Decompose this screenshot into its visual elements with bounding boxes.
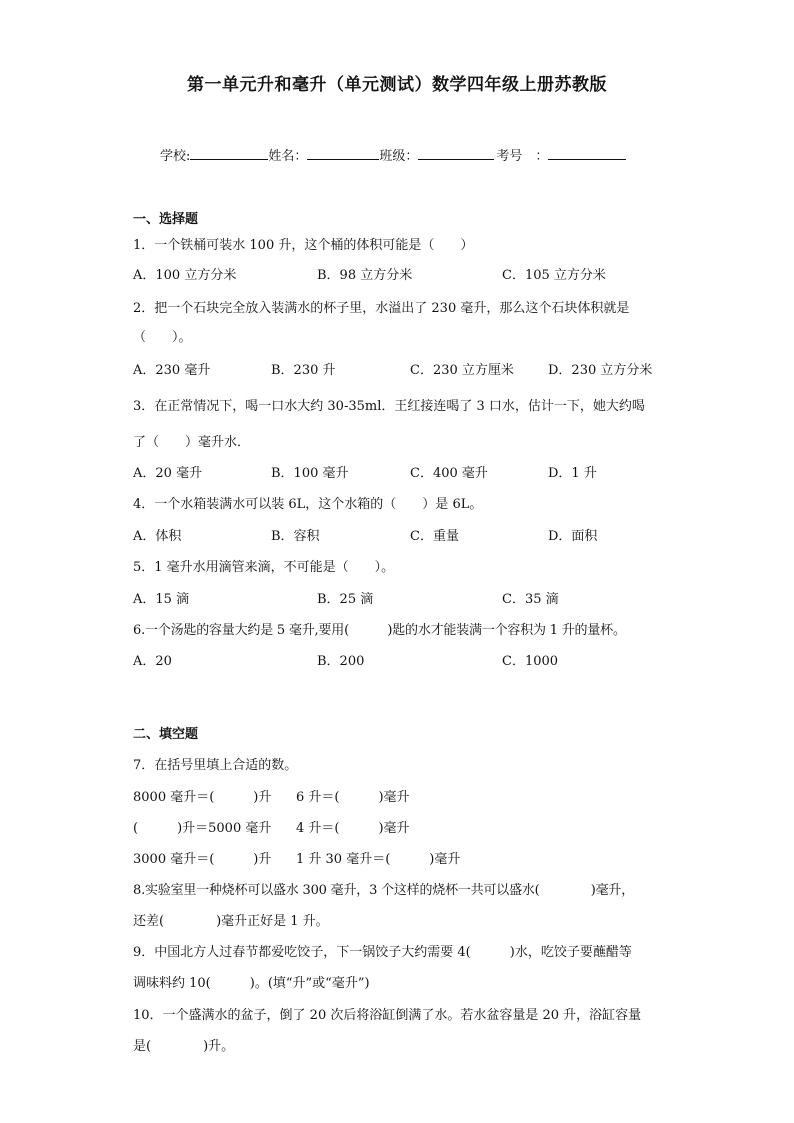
q1-option-b[interactable]: B．98 立方分米 xyxy=(317,268,413,283)
q2-option-d[interactable]: D．230 立方分米 xyxy=(548,363,653,378)
question-9-line2: 调味料约 10( )。(填“升”或“毫升”) xyxy=(133,976,370,991)
q2-option-c[interactable]: C．230 立方厘米 xyxy=(410,363,514,378)
student-info-line xyxy=(160,145,626,164)
q3-option-c[interactable]: C．400 毫升 xyxy=(410,466,488,481)
question-4: 4．一个水箱装满水可以装 6L，这个水箱的（ ）是 6L。 xyxy=(133,497,483,512)
q3-option-b[interactable]: B．100 毫升 xyxy=(271,466,349,481)
question-6: 6.一个汤匙的容量大约是 5 毫升,要用( )匙的水才能装满一个容积为 1 升的量杯。 xyxy=(133,623,626,638)
question-2-line1: 2．把一个石块完全放入装满水的杯子里，水溢出了 230 毫升，那么这个石块体积就是 xyxy=(133,301,630,316)
q2-option-b[interactable]: B．230 升 xyxy=(271,363,336,378)
q6-option-a[interactable]: A．20 xyxy=(133,654,172,669)
section-heading-fill: 二、填空题 xyxy=(133,727,199,742)
question-3-line2: 了（ ）毫升水． xyxy=(133,435,251,450)
q5-option-b[interactable]: B．25 滴 xyxy=(317,592,374,607)
exam-number-blank[interactable] xyxy=(548,146,626,160)
q4-option-a[interactable]: A．体积 xyxy=(133,529,182,544)
q7-row1-right: 6 升＝( )毫升 xyxy=(296,790,410,805)
school-label: 学校: xyxy=(160,149,191,164)
question-7: 7．在括号里填上合适的数。 xyxy=(133,758,298,773)
question-3-line1: 3．在正常情况下，喝一口水大约 30-35ml．王红接连喝了 3 口水，估计一下，她大约喝 xyxy=(133,399,645,414)
q7-row2-right: 4 升＝( )毫升 xyxy=(296,821,410,836)
question-10-line1: 10．一个盛满水的盆子，倒了 20 次后将浴缸倒满了水。若水盆容量是 20 升，浴缸容量 xyxy=(133,1008,642,1023)
question-8-line1: 8.实验室里一种烧杯可以盛水 300 毫升，3 个这样的烧杯一共可以盛水( )毫升， xyxy=(133,883,635,898)
q6-option-c[interactable]: C．1000 xyxy=(502,654,559,669)
q3-option-d[interactable]: D．1 升 xyxy=(548,466,597,481)
q6-option-b[interactable]: B．200 xyxy=(317,654,365,669)
class-label: 班级： xyxy=(379,149,419,164)
q7-row3-right: 1 升 30 毫升＝( )毫升 xyxy=(296,852,461,867)
section-heading-choice: 一、选择题 xyxy=(133,212,199,227)
question-10-line2: 是( )升。 xyxy=(133,1039,235,1054)
q3-option-a[interactable]: A．20 毫升 xyxy=(133,466,203,481)
name-label: 姓名： xyxy=(268,149,308,164)
question-2-line2: （ ）。 xyxy=(133,330,192,345)
question-8-line2: 还差( )毫升正好是 1 升。 xyxy=(133,914,329,929)
q1-option-a[interactable]: A．100 立方分米 xyxy=(133,268,237,283)
q7-row2-left: ( )升＝5000 毫升 xyxy=(133,821,272,836)
q5-option-a[interactable]: A．15 滴 xyxy=(133,592,190,607)
q7-row1-left: 8000 毫升＝( )升 xyxy=(133,790,272,805)
q4-option-d[interactable]: D．面积 xyxy=(548,529,598,544)
q4-option-c[interactable]: C．重量 xyxy=(410,529,459,544)
school-blank[interactable] xyxy=(190,146,268,160)
q2-option-a[interactable]: A．230 毫升 xyxy=(133,363,211,378)
question-9-line1: 9．中国北方人过春节都爱吃饺子，下一锅饺子大约需要 4( )水，吃饺子要蘸醋等 xyxy=(133,945,632,960)
question-5: 5．1 毫升水用滴管来滴，不可能是（ ）。 xyxy=(133,560,395,575)
q4-option-b[interactable]: B．容积 xyxy=(271,529,320,544)
q1-option-c[interactable]: C．105 立方分米 xyxy=(502,268,606,283)
q5-option-c[interactable]: C．35 滴 xyxy=(502,592,559,607)
q7-row3-left: 3000 毫升＝( )升 xyxy=(133,852,272,867)
class-blank[interactable] xyxy=(418,146,494,160)
question-1: 1．一个铁桶可装水 100 升，这个桶的体积可能是（ ） xyxy=(133,238,474,253)
exam-number-label: 考号 ： xyxy=(496,149,549,164)
name-blank[interactable] xyxy=(307,146,379,160)
page-title: 第一单元升和毫升（单元测试）数学四年级上册苏教版 xyxy=(187,75,607,95)
